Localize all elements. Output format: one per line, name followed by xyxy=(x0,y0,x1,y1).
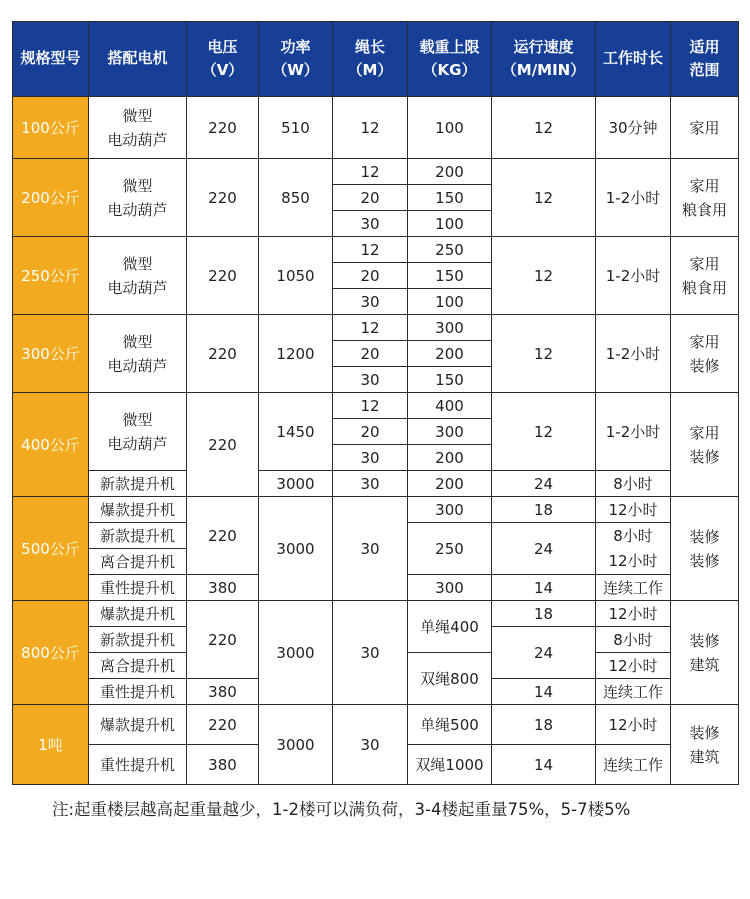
power-cell: 510 xyxy=(259,97,333,159)
load-cell: 200 xyxy=(408,159,492,185)
motor-cell: 新款提升机 xyxy=(89,471,187,497)
rope-cell: 30 xyxy=(333,601,408,705)
load-cell: 100 xyxy=(408,97,492,159)
load-cell: 单绳400 xyxy=(408,601,492,653)
load-cell: 250 xyxy=(408,237,492,263)
header-row xyxy=(13,22,739,97)
rope-cell: 30 xyxy=(333,705,408,785)
power-cell: 3000 xyxy=(259,497,333,601)
speed-cell: 12 xyxy=(492,97,596,159)
model-cell: 250公斤 xyxy=(13,237,89,315)
rope-cell: 30 xyxy=(333,445,408,471)
power-cell: 1050 xyxy=(259,237,333,315)
scope-cell: 家用 装修 xyxy=(671,393,739,497)
rope-cell: 30 xyxy=(333,497,408,601)
voltage-cell: 380 xyxy=(187,745,259,785)
worktime-cell: 12小时 xyxy=(596,497,671,523)
voltage-cell: 220 xyxy=(187,497,259,575)
load-cell: 100 xyxy=(408,289,492,315)
motor-cell: 微型 电动葫芦 xyxy=(89,237,187,315)
worktime-cell: 连续工作 xyxy=(596,745,671,785)
header-rope: 绳长 （M） xyxy=(333,22,408,97)
scope-cell: 装修 建筑 xyxy=(671,705,739,785)
worktime-cell: 1-2小时 xyxy=(596,315,671,393)
speed-cell: 24 xyxy=(492,523,596,575)
rope-cell: 12 xyxy=(333,315,408,341)
speed-cell: 18 xyxy=(492,705,596,745)
power-cell: 1450 xyxy=(259,393,333,471)
rope-cell: 30 xyxy=(333,367,408,393)
load-cell: 400 xyxy=(408,393,492,419)
speed-cell: 12 xyxy=(492,237,596,315)
worktime-cell: 12小时 xyxy=(596,601,671,627)
power-cell: 3000 xyxy=(259,601,333,705)
speed-cell: 12 xyxy=(492,159,596,237)
speed-cell: 14 xyxy=(492,745,596,785)
scope-cell: 家用 粮食用 xyxy=(671,237,739,315)
motor-cell: 微型 电动葫芦 xyxy=(89,315,187,393)
rope-cell: 20 xyxy=(333,341,408,367)
load-cell: 250 xyxy=(408,523,492,575)
motor-cell: 微型 电动葫芦 xyxy=(89,159,187,237)
load-cell: 300 xyxy=(408,419,492,445)
scope-cell: 装修 装修 xyxy=(671,497,739,601)
rope-cell: 30 xyxy=(333,471,408,497)
voltage-cell: 380 xyxy=(187,679,259,705)
motor-cell: 爆款提升机 xyxy=(89,497,187,523)
rope-cell: 20 xyxy=(333,185,408,211)
load-cell: 200 xyxy=(408,445,492,471)
model-cell: 800公斤 xyxy=(13,601,89,705)
worktime-cell: 8小时 xyxy=(596,523,671,549)
table-row xyxy=(13,601,739,627)
speed-cell: 12 xyxy=(492,393,596,471)
spec-table xyxy=(12,21,739,785)
motor-cell: 微型 电动葫芦 xyxy=(89,393,187,471)
load-cell: 双绳800 xyxy=(408,653,492,705)
header-model: 规格型号 xyxy=(13,22,89,97)
header-voltage: 电压 （V） xyxy=(187,22,259,97)
motor-cell: 新款提升机 xyxy=(89,523,187,549)
table-row xyxy=(13,97,739,159)
voltage-cell: 220 xyxy=(187,601,259,679)
header-worktime: 工作时长 xyxy=(596,22,671,97)
voltage-cell: 220 xyxy=(187,237,259,315)
load-cell: 300 xyxy=(408,497,492,523)
speed-cell: 12 xyxy=(492,315,596,393)
footnote: 注:起重楼层越高起重量越少，1-2楼可以满负荷，3-4楼起重量75%，5-7楼5% xyxy=(52,800,631,819)
motor-cell: 重性提升机 xyxy=(89,745,187,785)
scope-cell: 家用 xyxy=(671,97,739,159)
motor-cell: 离合提升机 xyxy=(89,653,187,679)
worktime-cell: 8小时 xyxy=(596,627,671,653)
rope-cell: 12 xyxy=(333,159,408,185)
worktime-cell: 1-2小时 xyxy=(596,393,671,471)
voltage-cell: 220 xyxy=(187,97,259,159)
rope-cell: 30 xyxy=(333,289,408,315)
power-cell: 3000 xyxy=(259,471,333,497)
load-cell: 300 xyxy=(408,315,492,341)
table-row xyxy=(13,159,739,185)
worktime-cell: 12小时 xyxy=(596,549,671,575)
worktime-cell: 1-2小时 xyxy=(596,159,671,237)
table-row xyxy=(13,315,739,341)
voltage-cell: 220 xyxy=(187,159,259,237)
load-cell: 单绳500 xyxy=(408,705,492,745)
load-cell: 150 xyxy=(408,367,492,393)
load-cell: 双绳1000 xyxy=(408,745,492,785)
load-cell: 100 xyxy=(408,211,492,237)
load-cell: 150 xyxy=(408,185,492,211)
motor-cell: 重性提升机 xyxy=(89,575,187,601)
model-cell: 1吨 xyxy=(13,705,89,785)
speed-cell: 14 xyxy=(492,575,596,601)
scope-cell: 家用 装修 xyxy=(671,315,739,393)
rope-cell: 20 xyxy=(333,263,408,289)
worktime-cell: 12小时 xyxy=(596,653,671,679)
motor-cell: 新款提升机 xyxy=(89,627,187,653)
rope-cell: 12 xyxy=(333,237,408,263)
model-cell: 500公斤 xyxy=(13,497,89,601)
table-row xyxy=(13,393,739,419)
speed-cell: 24 xyxy=(492,627,596,679)
rope-cell: 30 xyxy=(333,211,408,237)
rope-cell: 20 xyxy=(333,419,408,445)
voltage-cell: 220 xyxy=(187,705,259,745)
scope-cell: 装修 建筑 xyxy=(671,601,739,705)
worktime-cell: 30分钟 xyxy=(596,97,671,159)
load-cell: 200 xyxy=(408,341,492,367)
motor-cell: 爆款提升机 xyxy=(89,601,187,627)
header-speed: 运行速度 （M/MIN） xyxy=(492,22,596,97)
speed-cell: 18 xyxy=(492,497,596,523)
speed-cell: 18 xyxy=(492,601,596,627)
power-cell: 3000 xyxy=(259,705,333,785)
motor-cell: 离合提升机 xyxy=(89,549,187,575)
worktime-cell: 连续工作 xyxy=(596,575,671,601)
motor-cell: 爆款提升机 xyxy=(89,705,187,745)
model-cell: 400公斤 xyxy=(13,393,89,497)
speed-cell: 24 xyxy=(492,471,596,497)
header-load: 载重上限 （KG） xyxy=(408,22,492,97)
worktime-cell: 1-2小时 xyxy=(596,237,671,315)
voltage-cell: 380 xyxy=(187,575,259,601)
scope-cell: 家用 粮食用 xyxy=(671,159,739,237)
speed-cell: 14 xyxy=(492,679,596,705)
load-cell: 300 xyxy=(408,575,492,601)
voltage-cell: 220 xyxy=(187,393,259,497)
power-cell: 850 xyxy=(259,159,333,237)
table-row xyxy=(13,471,739,497)
load-cell: 150 xyxy=(408,263,492,289)
model-cell: 200公斤 xyxy=(13,159,89,237)
rope-cell: 12 xyxy=(333,97,408,159)
rope-cell: 12 xyxy=(333,393,408,419)
power-cell: 1200 xyxy=(259,315,333,393)
model-cell: 300公斤 xyxy=(13,315,89,393)
voltage-cell: 220 xyxy=(187,315,259,393)
table-row xyxy=(13,237,739,263)
motor-cell: 重性提升机 xyxy=(89,679,187,705)
load-cell: 200 xyxy=(408,471,492,497)
worktime-cell: 连续工作 xyxy=(596,679,671,705)
table-row xyxy=(13,497,739,523)
header-power: 功率 （W） xyxy=(259,22,333,97)
header-motor: 搭配电机 xyxy=(89,22,187,97)
motor-cell: 微型 电动葫芦 xyxy=(89,97,187,159)
worktime-cell: 8小时 xyxy=(596,471,671,497)
model-cell: 100公斤 xyxy=(13,97,89,159)
header-scope: 适用 范围 xyxy=(671,22,739,97)
worktime-cell: 12小时 xyxy=(596,705,671,745)
table-row xyxy=(13,705,739,745)
